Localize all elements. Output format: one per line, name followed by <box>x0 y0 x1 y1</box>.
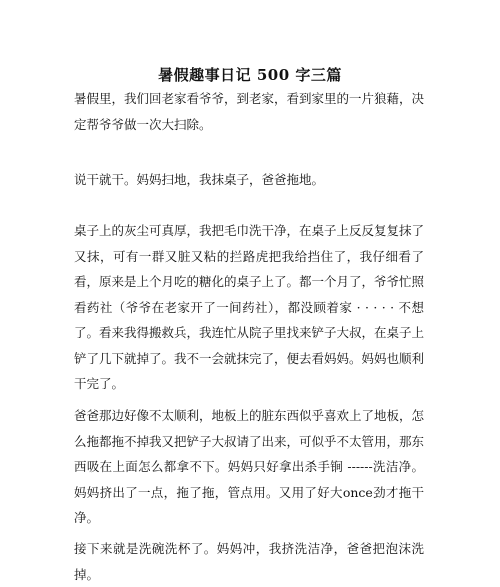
paragraph-5: 接下来就是洗碗洗杯了。妈妈冲，我挤洗洁净，爸爸把泡沫洗掉。 <box>74 541 424 582</box>
paragraph-1: 暑假里，我们回老家看爷爷，到老家，看到家里的一片狼藉，决定帮爷爷做一次大扫除。 <box>74 91 425 132</box>
document-title: 暑假趣事日记 500 字三篇 <box>158 66 342 84</box>
paragraph-3: 桌子上的灰尘可真厚，我把毛巾洗干净，在桌子上反反复复抹了又抹，可有一群又脏又粘的拦路虎把我给挡住了，我仔细看了看，原来是上个月吃的糖化的桌子上了。都一个月了，爷爷忙照看药社（爷爷在老家开了一间药社），都没顾着家 · · · · · 不想了。看来我得搬救兵，我连忙从院子里找来铲子大叔，在桌子上铲了几下就掉了。我不一会就抹完了，便去看妈妈。妈妈也顺利干完了。 <box>74 223 425 391</box>
paragraph-4: 爸爸那边好像不太顺利，地板上的脏东西似乎喜欢上了地板，怎么拖都拖不掉我又把铲子大叔请了出来，可似乎不太管用，那东西吸在上面怎么都拿不下。妈妈只好拿出杀手锏 ------洗洁净。妈妈挤出了一点，拖了拖，管点用。又用了好大once劲才拖干净。 <box>74 408 425 525</box>
paragraph-2: 说干就干。妈妈扫地，我抹桌子，爸爸拖地。 <box>74 172 325 187</box>
